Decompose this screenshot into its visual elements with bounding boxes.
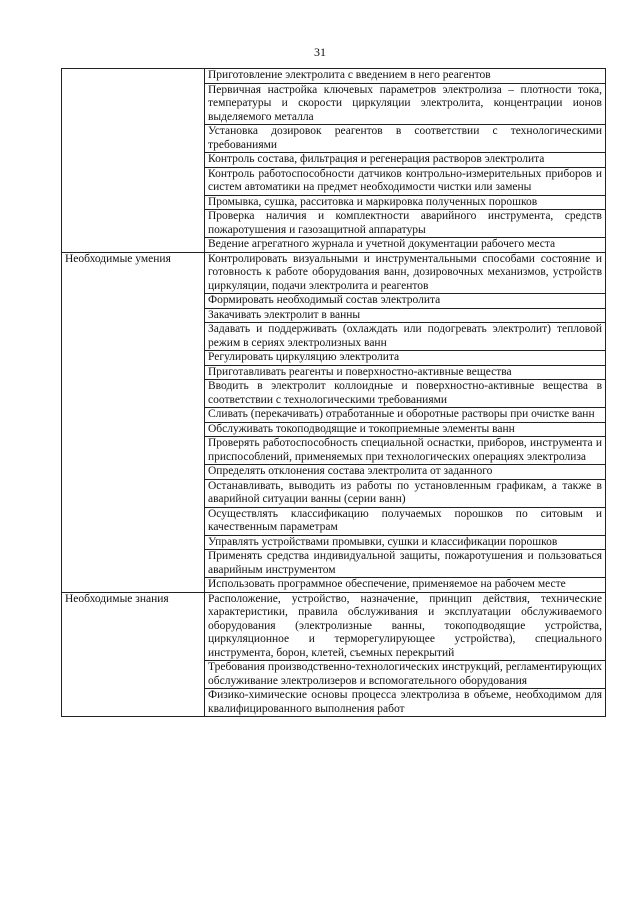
requirement-item: Использовать программное обеспечение, применяемое на рабочем месте [205,578,606,593]
requirement-item: Расположение, устройство, назначение, принцип действия, технические характеристики, правила обслуживания и эксплуатации обслуживаемого оборудования (электролизные ванны, токоподводящие устройства, циркуляционное и терморегулирующее устройства), специального инструмента, борон, клетей, съемных перекрытий [205,592,606,661]
section-title: Необходимые умения [62,252,205,592]
requirement-item: Формировать необходимый состав электролита [205,294,606,309]
requirement-item: Контроль работоспособности датчиков контрольно-измерительных приборов и систем автоматики на предмет необходимости чистки или замены [205,167,606,195]
section-title [62,69,205,253]
section-title: Необходимые знания [62,592,205,717]
requirement-item: Ведение агрегатного журнала и учетной документации рабочего места [205,238,606,253]
requirement-item: Определять отклонения состава электролита от заданного [205,465,606,480]
requirement-item: Первичная настройка ключевых параметров электролиза – плотности тока, температуры и скорости циркуляции электролита, концентрации ионов выделяемого металла [205,83,606,125]
requirement-item: Задавать и поддерживать (охлаждать или подогревать электролит) тепловой режим в сериях электролизных ванн [205,323,606,351]
requirement-item: Осуществлять классификацию получаемых порошков по ситовым и качественным параметрам [205,507,606,535]
requirement-item: Контролировать визуальными и инструментальными способами состояние и готовность к работе оборудования ванн, дозировочных механизмов, устройств циркуляции, подачи электролита и реагентов [205,252,606,294]
requirement-item: Промывка, сушка, расситовка и маркировка полученных порошков [205,195,606,210]
table-row [62,252,606,294]
requirement-item: Закачивать электролит в ванны [205,308,606,323]
requirement-item: Регулировать циркуляцию электролита [205,351,606,366]
requirement-item: Требования производственно-технологических инструкций, регламентирующих обслуживание электролизеров и вспомогательного оборудования [205,661,606,689]
requirement-item: Управлять устройствами промывки, сушки и классификации порошков [205,535,606,550]
requirement-item: Приготовление электролита с введением в него реагентов [205,69,606,84]
page-number: 31 [314,45,326,59]
requirement-item: Вводить в электролит коллоидные и поверхностно-активные вещества в соответствии с технологическими требованиями [205,380,606,408]
requirement-item: Останавливать, выводить из работы по установленным графикам, а также в аварийной ситуации ванны (серии ванн) [205,479,606,507]
requirement-item: Применять средства индивидуальной защиты, пожаротушения и пользоваться аварийным инструментом [205,550,606,578]
table-row [62,592,606,661]
requirement-item: Приготавливать реагенты и поверхностно-активные вещества [205,365,606,380]
table-row [62,69,606,84]
requirement-item: Проверка наличия и комплектности аварийного инструмента, средств пожаротушения и газозащитной аппаратуры [205,210,606,238]
requirements-table-body [62,69,606,717]
requirement-item: Проверять работоспособность специальной оснастки, приборов, инструмента и приспособлений, применяемых при технологических операциях электролиза [205,437,606,465]
requirement-item: Установка дозировок реагентов в соответствии с технологическими требованиями [205,125,606,153]
requirement-item: Сливать (перекачивать) отработанные и оборотные растворы при очистке ванн [205,408,606,423]
requirement-item: Физико-химические основы процесса электролиза в объеме, необходимом для квалифицированного выполнения работ [205,689,606,717]
requirements-table [61,68,606,717]
requirement-item: Обслуживать токоподводящие и токоприемные элементы ванн [205,422,606,437]
requirement-item: Контроль состава, фильтрация и регенерация растворов электролита [205,153,606,168]
